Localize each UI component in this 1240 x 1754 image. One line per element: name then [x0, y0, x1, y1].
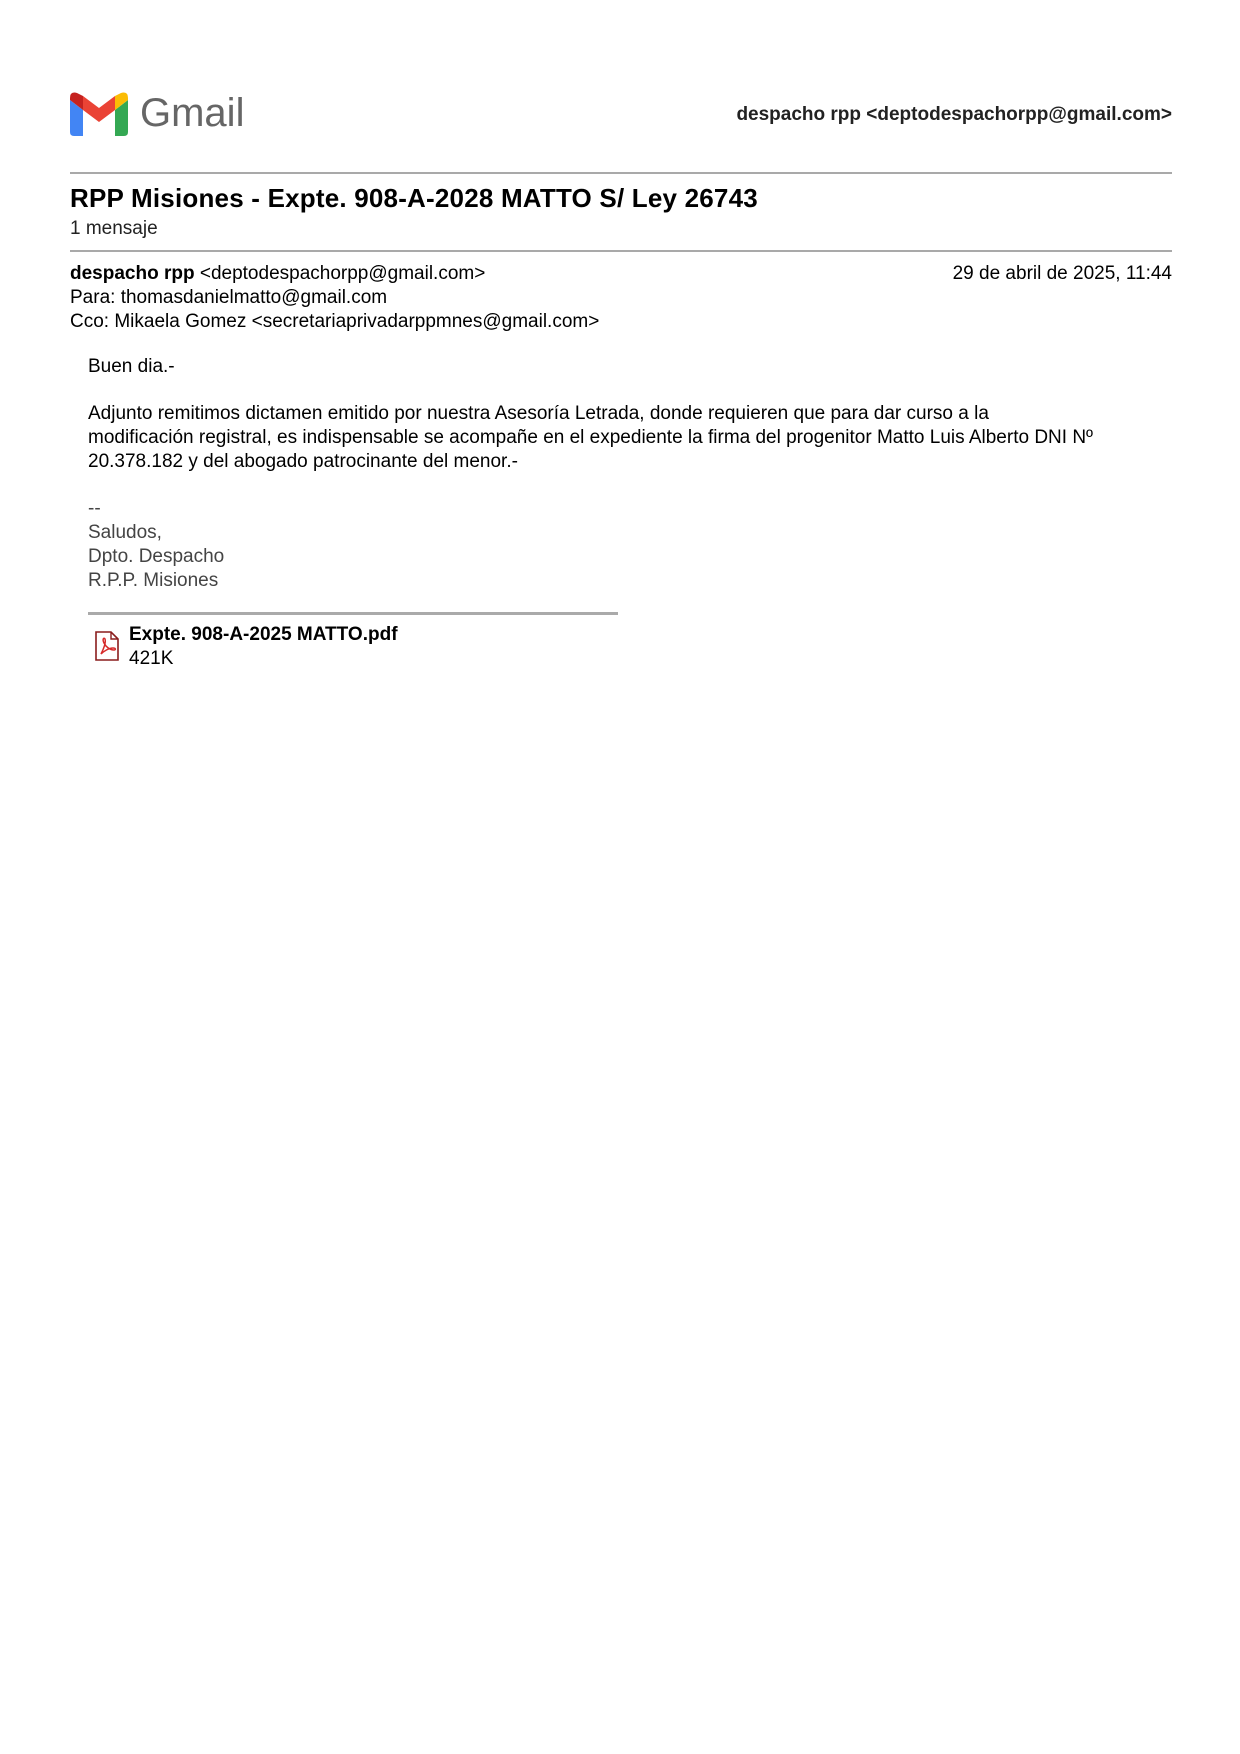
attachment-size: 421K — [129, 648, 174, 669]
pdf-icon — [94, 631, 120, 661]
thread-subject: RPP Misiones - Expte. 908-A-2028 MATTO S/ Ley 26743 — [70, 183, 758, 213]
print-header — [70, 88, 1172, 144]
signature-line: Dpto. Despacho — [88, 546, 225, 567]
sender-name: despacho rpp — [70, 263, 195, 284]
header-divider — [70, 172, 1172, 174]
body-line: modificación registral, es indispensable se acompañe en el expediente la firma del progenitor Matto Luis Alberto DNI Nº — [88, 427, 1093, 448]
message-date: 29 de abril de 2025, 11:44 — [952, 263, 1172, 284]
message-body — [88, 355, 1168, 593]
greeting: Buen dia.- — [88, 356, 175, 377]
attachment-divider — [88, 612, 618, 615]
signature-separator: -- — [88, 498, 101, 519]
attachment-item[interactable] — [94, 623, 398, 671]
attachment-info — [129, 623, 398, 671]
account-email: despacho rpp <deptodespachorpp@gmail.com> — [736, 104, 1172, 125]
body-line: 20.378.182 y del abogado patrocinante del menor.- — [88, 451, 518, 472]
recipient-bcc: Cco: Mikaela Gomez <secretariaprivadarppmnes@gmail.com> — [70, 311, 600, 332]
sender-email: <deptodespachorpp@gmail.com> — [199, 263, 486, 284]
message-count: 1 mensaje — [70, 218, 158, 239]
body-line: Adjunto remitimos dictamen emitido por nuestra Asesoría Letrada, donde requieren que para dar curso a la — [88, 403, 989, 424]
recipient-to: Para: thomasdanielmatto@gmail.com — [70, 287, 388, 308]
signature-line: R.P.P. Misiones — [88, 570, 219, 591]
subject-divider — [70, 250, 1172, 252]
gmail-m-icon — [70, 92, 128, 136]
gmail-wordmark: Gmail — [140, 91, 245, 135]
message-meta — [70, 262, 1172, 334]
gmail-logo — [70, 88, 244, 140]
attachment-name[interactable]: Expte. 908-A-2025 MATTO.pdf — [129, 624, 398, 645]
signature-line: Saludos, — [88, 522, 162, 543]
